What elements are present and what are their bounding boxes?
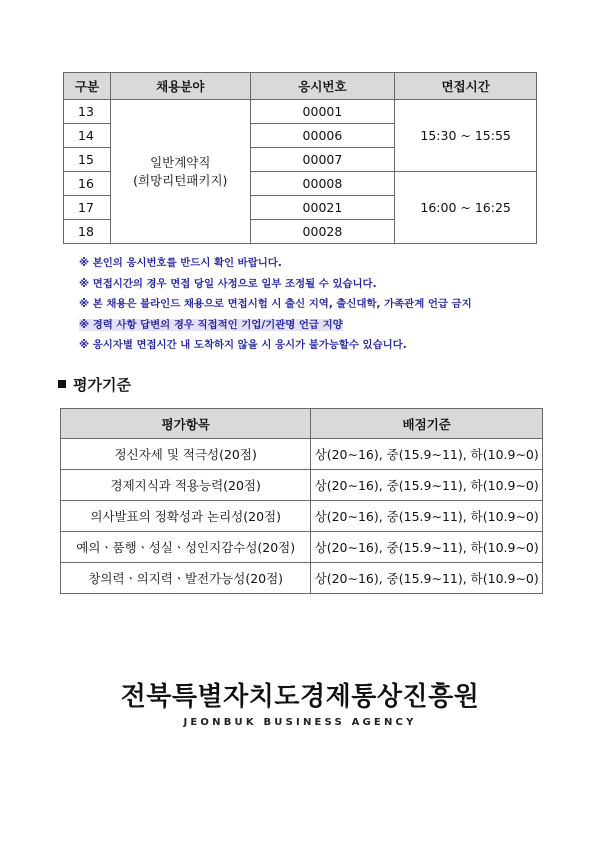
header-applicant-id: 응시번호 [250,73,395,100]
table-row [61,470,543,501]
schedule-header-row [64,73,537,100]
notice-item: ※ 본인의 응시번호를 반드시 확인 바랍니다. [79,257,282,269]
score-standard: 상(20∼16), 중(15.9∼11), 하(10.9∼0) [311,439,543,470]
row-no: 15 [64,148,111,172]
recruit-field-line1: 일반계약직 [150,154,211,170]
notice-list [79,253,472,356]
score-standard: 상(20∼16), 중(15.9∼11), 하(10.9∼0) [311,501,543,532]
time-slot-2: 16:00 ~ 16:25 [395,172,537,244]
table-row [61,501,543,532]
eval-item: 예의ㆍ품행ㆍ성실ㆍ성인지감수성(20점) [61,532,311,563]
eval-item: 창의력ㆍ의지력ㆍ발전가능성(20점) [61,563,311,594]
applicant-id: 00006 [250,124,395,148]
organization-logo [0,676,600,728]
row-no: 14 [64,124,111,148]
header-no: 구분 [64,73,111,100]
notice-item: ※ 면접시간의 경우 면접 당일 사정으로 일부 조정될 수 있습니다. [79,277,377,290]
table-row [61,532,543,563]
score-standard: 상(20∼16), 중(15.9∼11), 하(10.9∼0) [311,532,543,563]
header-field: 채용분야 [110,73,250,100]
score-standard: 상(20∼16), 중(15.9∼11), 하(10.9∼0) [311,470,543,501]
time-slot-1: 15:30 ~ 15:55 [395,100,537,172]
header-eval-item: 평가항목 [61,409,311,439]
row-no: 16 [64,172,111,196]
organization-name-en: JEONBUK BUSINESS AGENCY [183,717,417,728]
evaluation-criteria-table [60,408,543,594]
applicant-id: 00028 [250,220,395,244]
section-title [58,374,131,395]
applicant-id: 00001 [250,100,395,124]
header-interview-time: 면접시간 [395,73,537,100]
notice-item: ※ 본 채용은 블라인드 채용으로 면접시험 시 출신 지역, 출신대학, 가족관계 언급 금지 [79,298,472,310]
table-row [61,439,543,470]
eval-item: 경제지식과 적용능력(20점) [61,470,311,501]
header-score-standard: 배점기준 [311,409,543,439]
notice-item-highlighted: ※ 경력 사항 답변의 경우 직접적인 기업/기관명 언급 지양 [79,318,343,331]
applicant-id: 00007 [250,148,395,172]
eval-item: 정신자세 및 적극성(20점) [61,439,311,470]
row-no: 18 [64,220,111,244]
square-bullet-icon [58,380,66,388]
row-no: 13 [64,100,111,124]
row-no: 17 [64,196,111,220]
applicant-id: 00021 [250,196,395,220]
criteria-header-row [61,409,543,439]
recruit-field-cell [110,100,250,244]
notice-item: ※ 응시자별 면접시간 내 도착하지 않을 시 응시가 불가능할수 있습니다. [79,339,407,351]
applicant-id: 00008 [250,172,395,196]
table-row [61,563,543,594]
table-row [64,100,537,124]
recruit-field-line2: (희망리턴패키지) [133,172,228,188]
score-standard: 상(20∼16), 중(15.9∼11), 하(10.9∼0) [311,563,543,594]
eval-item: 의사발표의 정확성과 논리성(20점) [61,501,311,532]
interview-schedule-table [63,72,537,244]
section-title-text: 평가기준 [73,376,131,394]
organization-name-ko: 전북특별자치도경제통상진흥원 [120,682,480,712]
